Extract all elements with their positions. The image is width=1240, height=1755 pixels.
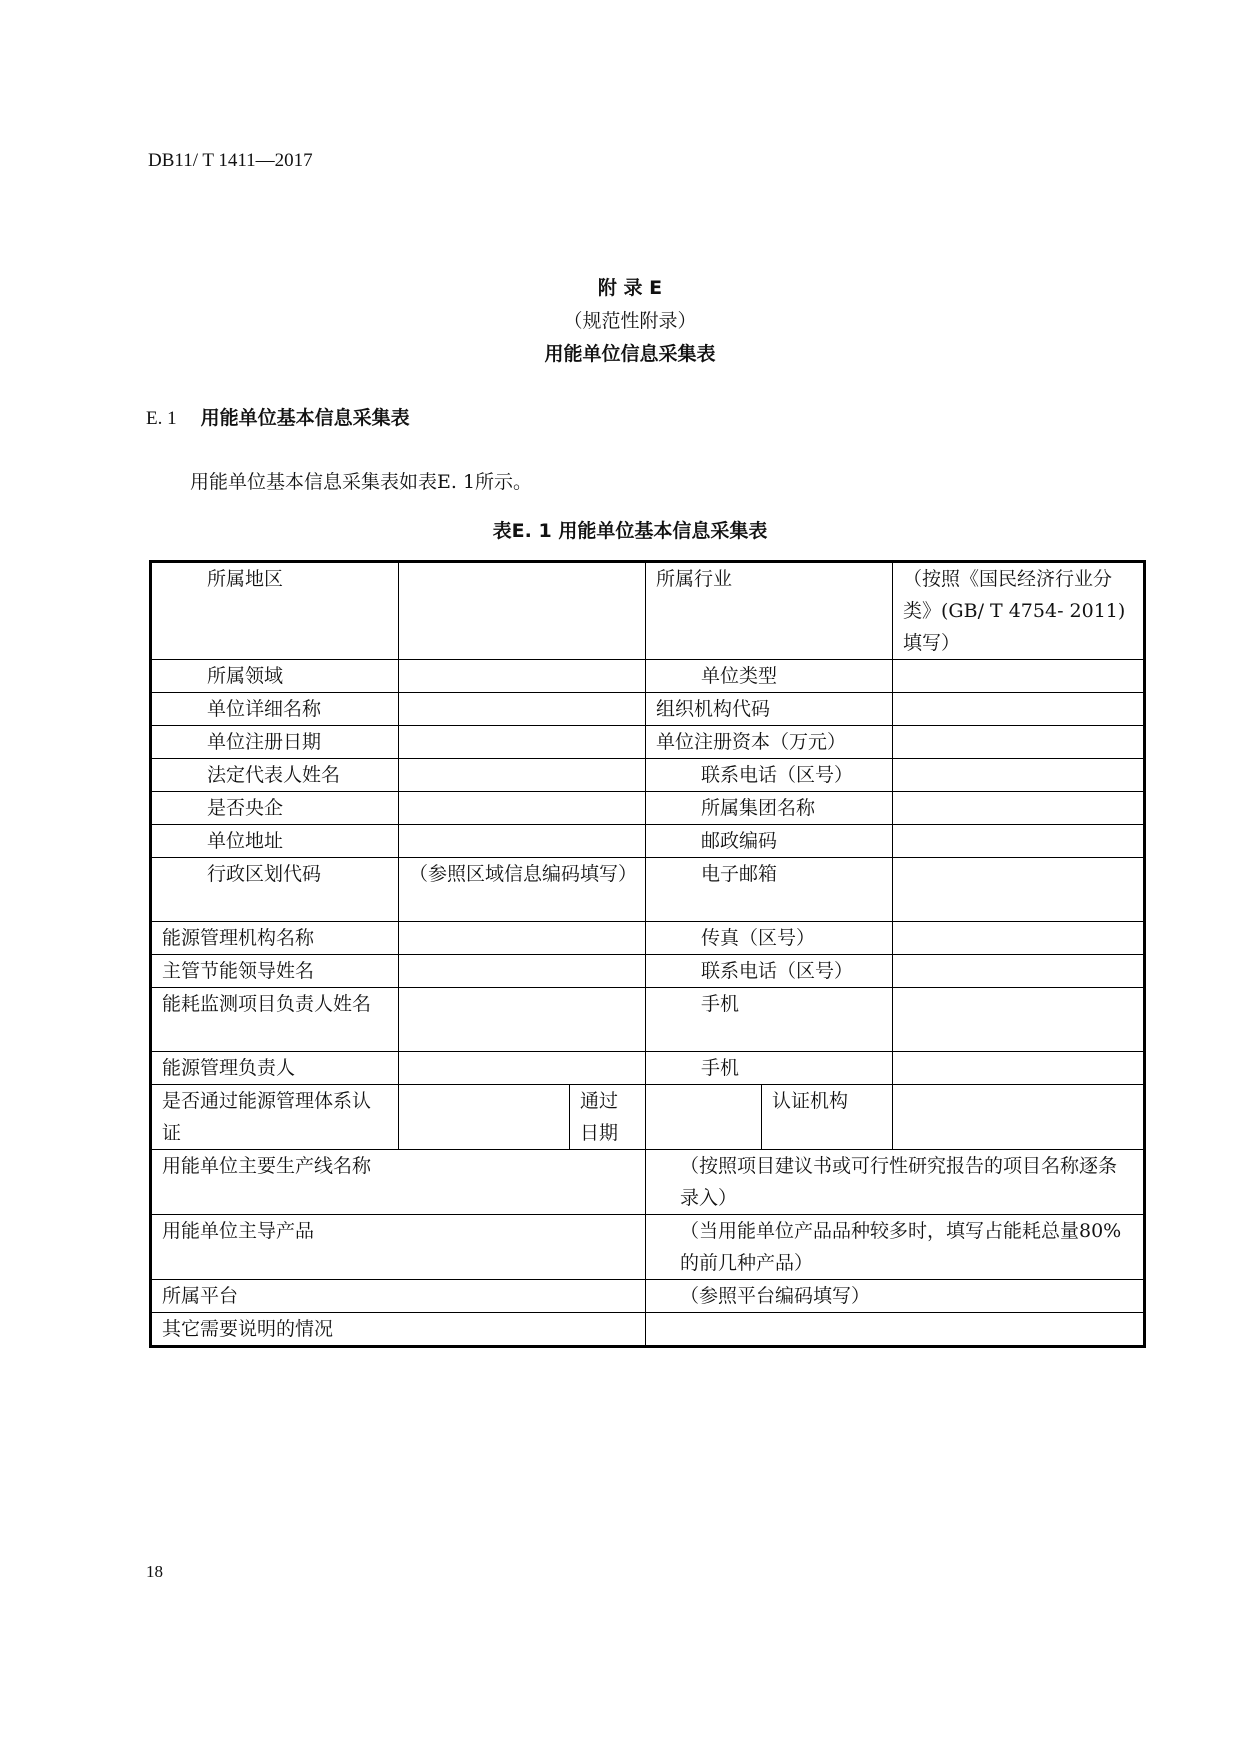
label-group-name: 所属集团名称	[646, 792, 893, 825]
appendix-title: 用能单位信息采集表	[544, 343, 716, 365]
label-soe: 是否央企	[151, 792, 399, 825]
input-unit-type[interactable]	[893, 660, 1145, 693]
section-heading	[146, 403, 410, 430]
table-row	[151, 693, 1145, 726]
input-mobile[interactable]	[893, 988, 1145, 1052]
label-address: 单位地址	[151, 825, 399, 858]
table-row	[151, 660, 1145, 693]
table-row	[151, 759, 1145, 792]
appendix-type: （规范性附录）	[563, 310, 697, 332]
label-platform: 所属平台	[151, 1280, 646, 1313]
input-reg-date[interactable]	[399, 726, 646, 759]
label-production-lines: 用能单位主要生产线名称	[151, 1150, 646, 1215]
label-certified: 是否通过能源管理体系认证	[151, 1085, 399, 1150]
info-collection-table	[149, 560, 1146, 1348]
label-org-code: 组织机构代码	[646, 693, 893, 726]
table-row	[151, 955, 1145, 988]
input-industry[interactable]: （按照《国民经济行业分类》(GB/ T 4754- 2011)填写）	[893, 562, 1145, 660]
input-certified[interactable]	[399, 1085, 570, 1150]
table-row	[151, 988, 1145, 1052]
input-domain[interactable]	[399, 660, 646, 693]
table-row	[151, 1313, 1145, 1347]
label-region: 所属地区	[151, 562, 399, 660]
label-main-products: 用能单位主导产品	[151, 1215, 646, 1280]
appendix-label: 附 录 E	[597, 277, 663, 299]
label-energy-head: 能源管理负责人	[151, 1052, 399, 1085]
input-platform[interactable]: （参照平台编码填写）	[646, 1280, 1145, 1313]
input-monitor-head[interactable]	[399, 988, 646, 1052]
table-row	[151, 858, 1145, 922]
label-energy-org: 能源管理机构名称	[151, 922, 399, 955]
input-soe[interactable]	[399, 792, 646, 825]
table-row	[151, 1215, 1145, 1280]
input-leader[interactable]	[399, 955, 646, 988]
label-fax: 传真（区号）	[646, 922, 893, 955]
table-row	[151, 1085, 1145, 1150]
input-energy-org[interactable]	[399, 922, 646, 955]
label-leader: 主管节能领导姓名	[151, 955, 399, 988]
input-email[interactable]	[893, 858, 1145, 922]
table-row	[151, 562, 1145, 660]
label-pass-date: 通过日期	[570, 1085, 646, 1150]
input-leader-phone[interactable]	[893, 955, 1145, 988]
label-domain: 所属领域	[151, 660, 399, 693]
input-energy-head[interactable]	[399, 1052, 646, 1085]
input-postcode[interactable]	[893, 825, 1145, 858]
table-row	[151, 825, 1145, 858]
label-phone: 联系电话（区号）	[646, 759, 893, 792]
label-reg-date: 单位注册日期	[151, 726, 399, 759]
page-number: 18	[146, 1562, 163, 1581]
label-reg-capital: 单位注册资本（万元）	[646, 726, 893, 759]
label-admin-code: 行政区划代码	[151, 858, 399, 922]
label-mobile: 手机	[646, 988, 893, 1052]
label-mobile-2: 手机	[646, 1052, 893, 1085]
input-legal-rep[interactable]	[399, 759, 646, 792]
section-title: 用能单位基本信息采集表	[200, 407, 410, 429]
table-row	[151, 1150, 1145, 1215]
input-org-code[interactable]	[893, 693, 1145, 726]
table-row	[151, 1280, 1145, 1313]
input-region[interactable]	[399, 562, 646, 660]
label-legal-rep: 法定代表人姓名	[151, 759, 399, 792]
input-group-name[interactable]	[893, 792, 1145, 825]
label-unit-type: 单位类型	[646, 660, 893, 693]
input-address[interactable]	[399, 825, 646, 858]
body-paragraph: 用能单位基本信息采集表如表E. 1所示。	[190, 471, 533, 493]
label-email: 电子邮箱	[646, 858, 893, 922]
table-row	[151, 726, 1145, 759]
input-pass-date[interactable]	[646, 1085, 762, 1150]
table-caption: 表E. 1 用能单位基本信息采集表	[492, 520, 768, 542]
label-other-notes: 其它需要说明的情况	[151, 1313, 646, 1347]
input-unit-name[interactable]	[399, 693, 646, 726]
table-row	[151, 1052, 1145, 1085]
label-leader-phone: 联系电话（区号）	[646, 955, 893, 988]
section-number: E. 1	[146, 408, 177, 429]
input-production-lines[interactable]: （按照项目建议书或可行性研究报告的项目名称逐条录入）	[646, 1150, 1145, 1215]
label-postcode: 邮政编码	[646, 825, 893, 858]
label-monitor-head: 能耗监测项目负责人姓名	[151, 988, 399, 1052]
input-other-notes[interactable]	[646, 1313, 1145, 1347]
document-code: DB11/ T 1411—2017	[148, 150, 313, 171]
label-cert-body: 认证机构	[762, 1085, 893, 1150]
input-fax[interactable]	[893, 922, 1145, 955]
table-row	[151, 792, 1145, 825]
input-main-products[interactable]: （当用能单位产品品种较多时，填写占能耗总量80%的前几种产品）	[646, 1215, 1145, 1280]
label-unit-name: 单位详细名称	[151, 693, 399, 726]
input-reg-capital[interactable]	[893, 726, 1145, 759]
table-row	[151, 922, 1145, 955]
input-phone[interactable]	[893, 759, 1145, 792]
input-admin-code[interactable]: （参照区域信息编码填写）	[399, 858, 646, 922]
input-cert-body[interactable]	[893, 1085, 1145, 1150]
input-mobile-2[interactable]	[893, 1052, 1145, 1085]
label-industry: 所属行业	[646, 562, 893, 660]
